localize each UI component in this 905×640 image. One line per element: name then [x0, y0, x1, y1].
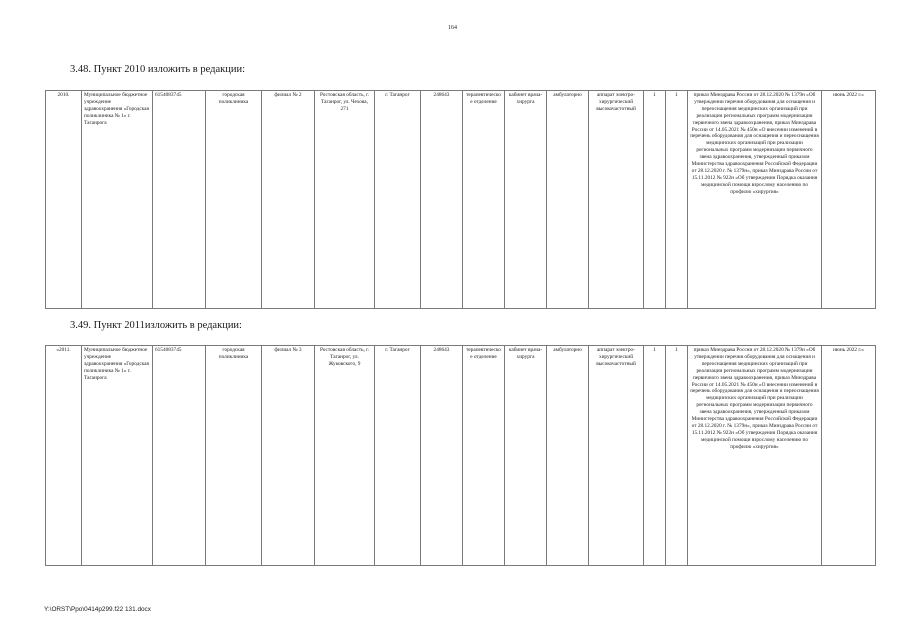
cell-quantity-2: 1 [666, 346, 688, 566]
registry-table-2010 [45, 90, 876, 309]
registry-table-2011 [45, 345, 876, 566]
cell-department: терапевтическое отделение [463, 91, 505, 309]
cell-facility-type: городская поликлиника [206, 91, 262, 309]
cell-number: 2010. [46, 91, 82, 309]
table-row [46, 91, 876, 309]
cell-inn: 6154083745 [153, 346, 206, 566]
cell-department: терапевтическое отделение [463, 346, 505, 566]
cell-code: 248643 [421, 91, 463, 309]
cell-inn: 6154083745 [153, 91, 206, 309]
cell-organization: Муниципальное бюджетное учреждение здравоохранения «Городская поликлиника № 1» г. Таганрога [82, 91, 153, 309]
cell-date: июнь 2022 г.» [822, 91, 876, 309]
cell-address: Ростовская область, г. Таганрог, ул. Чехова, 271 [315, 91, 375, 309]
cell-branch: филиал № 2 [262, 91, 315, 309]
cell-quantity-1: 1 [644, 91, 666, 309]
section-heading-3-49: 3.49. Пункт 2011изложить в редакции: [70, 320, 242, 331]
cell-room: кабинет врача-хирурга [505, 346, 547, 566]
table-row [46, 346, 876, 566]
cell-organization: Муниципальное бюджетное учреждение здравоохранения «Городская поликлиника № 1» г. Таганрога [82, 346, 153, 566]
cell-number: «2011. [46, 346, 82, 566]
cell-care-form: амбулаторно [547, 91, 589, 309]
cell-address: Ростовская область, г. Таганрог, ул. Жуковского, 9 [315, 346, 375, 566]
cell-care-form: амбулаторно [547, 346, 589, 566]
cell-city: г. Таганрог [375, 91, 421, 309]
cell-code: 248643 [421, 346, 463, 566]
section-heading-3-48: 3.48. Пункт 2010 изложить в редакции: [70, 64, 245, 75]
cell-date: июнь 2022 г.» [822, 346, 876, 566]
cell-legal-basis: приказ Минздрава России от 28.12.2020 № 1379н «Об утверждении перечня оборудования для оснащения и переоснащения медицинских организаций при реализации региональных программ модернизации первичного звена здравоохранения, приказ Минздрава России от 14.05.2021 № 450н «О внесении изменений в перечень оборудования для оснащения и переоснащения медицинских организаций при реализации региональных программ модернизации первичного звена здравоохранения, утвержденный приказом Министерства здравоохранения Российской Федерации от 28.12.2020 г. № 1379н», приказ Минздрава России от 15.11.2012 № 922н «Об утверждении Порядка оказания медицинской помощи взрослому населению по профилю «хирургия» [688, 346, 822, 566]
cell-quantity-2: 1 [666, 91, 688, 309]
page-number: 164 [448, 25, 457, 31]
cell-equipment: аппарат электро-хирургический высокочастотный [589, 91, 644, 309]
cell-city: г. Таганрог [375, 346, 421, 566]
cell-equipment: аппарат электро-хирургический высокочастотный [589, 346, 644, 566]
cell-legal-basis: приказ Минздрава России от 28.12.2020 № 1379н «Об утверждении перечня оборудования для оснащения и переоснащения медицинских организаций при реализации региональных программ модернизации первичного звена здравоохранения, приказ Минздрава России от 14.05.2021 № 450н «О внесении изменений в перечень оборудования для оснащения и переоснащения медицинских организаций при реализации региональных программ модернизации первичного звена здравоохранения, утвержденный приказом Министерства здравоохранения Российской Федерации от 28.12.2020 г. № 1379н», приказ Минздрава России от 15.11.2012 № 922н «Об утверждении Порядка оказания медицинской помощи взрослому населению по профилю «хирургия» [688, 91, 822, 309]
cell-facility-type: городская поликлиника [206, 346, 262, 566]
cell-branch: филиал № 3 [262, 346, 315, 566]
cell-room: кабинет врача-хирурга [505, 91, 547, 309]
cell-quantity-1: 1 [644, 346, 666, 566]
document-file-path: Y:\ORST\Ppo\0414p299.f22 131.docx [44, 606, 151, 613]
